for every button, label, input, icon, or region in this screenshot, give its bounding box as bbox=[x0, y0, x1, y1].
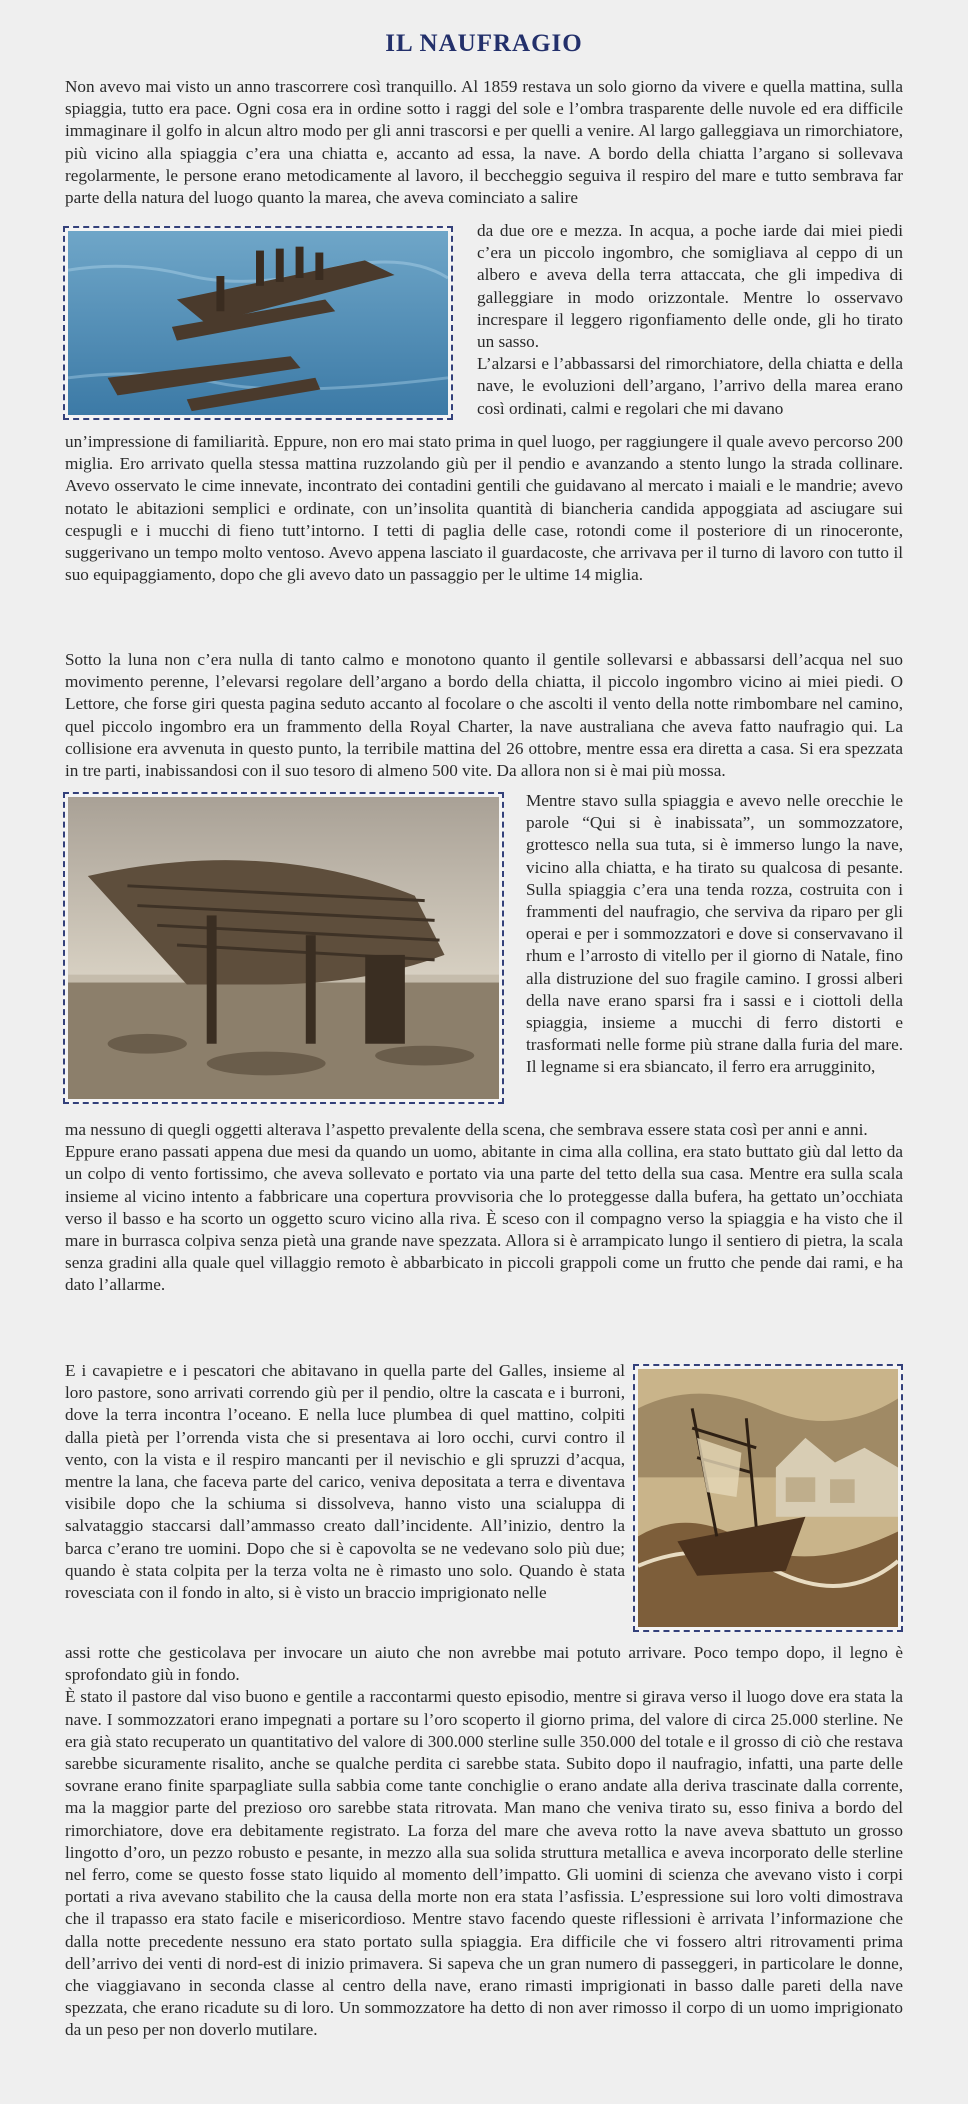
paragraph-moonlight: Sotto la luna non c’era nulla di tanto calmo e monotono quanto il gentile sollevarsi e abbassarsi dell’acqua nel suo movimento perenne, l’elevarsi regolare dell’argano a bordo della chiatta, il piccolo ingombro vicino ai miei piedi. O Lettore, che forse giri questa pagina seduto accanto al focolare o che ascolti il vento della notte rimbombare nel camino, quel piccolo ingombro era un frammento della Royal Charter, la nave australiana che aveva fatto naufragio qui. La collisione era avvenuta in questo punto, la terribile mattina del 26 ottobre, mentre essa era diretta a casa. Si era spezzata in tre parti, inabissandosi con il suo tesoro di almeno 500 vite. Da allora non si è mai più mossa. bbox=[65, 650, 903, 781]
paragraph-diver: Mentre stavo sulla spiaggia e avevo nelle orecchie le parole “Qui si è inabissata”, un sommozzatore, grottesco nella sua tuta, si è immerso lungo la nave, vicino alla chiatta, e ha tirato su qualcosa di pesante. Sulla spiaggia c’era una tenda rozza, costruita con i frammenti del naufragio, che serviva da riparo per gli operai e per i sommozzatori e dove si conservavano il rhum e l’arrosto di vitello per il giorno di Natale, fino alla distruzione del suo fragile camino. I grossi alberi della nave erano sparsi fra i sassi e i ciottoli della spiaggia, insieme a mucchi di ferro distorti e trasformati nelle forme più strane dalla furia del mare. Il legname si era sbiancato, il ferro era arrugginito, bbox=[526, 791, 903, 1077]
paragraph-intro: Non avevo mai visto un anno trascorrere così tranquillo. Al 1859 restava un solo giorno da vivere e quella mattina, sulla spiaggia, tutto era pace. Ogni cosa era in ordine sotto i raggi del sole e l’ombra trasparente delle nuvole ed era difficile immaginare il golfo in alcun altro modo per gli anni trascorsi e per quelli a venire. Al largo galleggiava un rimorchiatore, più vicino alla spiaggia c’era una chiatta e, accanto ad essa, la nave. A bordo della chiatta l’argano si sollevava regolarmente, le persone erano metodicamente al lavoro, il beccheggio seguiva il respiro del mare e tutto sembrava far parte della natura del luogo quanto la marea, che aveva cominciato a salire bbox=[65, 77, 903, 208]
storm-ship-painting bbox=[633, 1364, 903, 1632]
paragraph-scene: ma nessuno di quegli oggetti alterava l’aspetto prevalente della scena, che sembrava essere stata così per anni e anni. bbox=[65, 1120, 868, 1139]
paragraph-wrap-right bbox=[477, 220, 903, 420]
paragraph-storm-group bbox=[65, 1119, 903, 1297]
wreck-in-water-image bbox=[68, 231, 448, 415]
paragraph-lifeboat: E i cavapietre e i pescatori che abitavano in quella parte del Galles, insieme al loro pastore, sono arrivati correndo giù per il pendio, oltre la cascata e i burroni, dove la terra incontra l’oceano. E nella luce plumbea di quel mattino, colpiti dalla pietà per l’orrenda vista che si presentava ai loro occhi, curvi contro il vento, con la vista e il respiro mancanti per il nevischio e gli spruzzi d’acqua, mentre la lana, che faceva parte del carico, veniva depositata a terra e diventava visibile dopo che la schiuma si dissolveva, hanno visto una scialuppa di salvataggio staccarsi dall’ammasso creato dall’incidente. All’inizio, dentro la barca c’erano tre uomini. Dopo che si è capovolta se ne vedevano solo più due; quando è stata colpita per la terza volta ne è rimasto uno solo. Quando è stata rovesciata con il fondo in alto, si è visto un braccio imprigionato nelle bbox=[65, 1361, 625, 1603]
paragraph-pastor-group bbox=[65, 1642, 903, 2042]
paragraph-boards: assi rotte che gesticolava per invocare un aiuto che non avrebbe mai potuto arrivare. Poco tempo dopo, il legno è sprofondato giù in fondo. bbox=[65, 1643, 903, 1685]
paragraph-fragment: da due ore e mezza. In acqua, a poche iarde dai miei piedi c’era un piccolo ingombro, che somigliava al ceppo di un albero e aveva della terra attaccata, che gli impediva di galleggiare in modo orizzontale. Mentre lo osservavo increspare il leggero rigonfiamento delle onde, gli ho tirato un sasso. bbox=[477, 221, 903, 352]
paragraph-alarm: Eppure erano passati appena due mesi da quando un uomo, abitante in cima alla collina, era stato buttato giù dal letto da un colpo di vento fortissimo, che aveva sollevato e portato via una parte del tetto della sua casa. Mentre era sulla scala insieme al vicino intento a fabbricare una copertura provvisoria che lo proteggesse dalla bufera, ha gettato un’occhiata verso il basso e ha scorto un oggetto scuro vicino alla riva. È sceso con il compagno verso la spiaggia e ha visto che il mare in burrasca colpiva senza pietà una grande nave spezzata. Allora si è arrampicato lungo il sentiero di pietra, la scala senza gradini alla quale quel villaggio remoto è abbarbicato in piccoli grappoli come un frutto che pende dai rami, e ha dato l’allarme. bbox=[65, 1142, 903, 1295]
paragraph-tides: L’alzarsi e l’abbassarsi del rimorchiatore, della chiatta e della nave, le evoluzioni dell’argano, l’arrivo della marea erano così ordinati, calmi e regolari che mi davano bbox=[477, 354, 903, 418]
wreck-in-water-photo bbox=[63, 226, 453, 420]
page-title: IL NAUFRAGIO bbox=[385, 30, 583, 57]
paragraph-arrival: un’impressione di familiarità. Eppure, non ero mai stato prima in quel luogo, per raggiungere il quale avevo percorso 200 miglia. Ero arrivato quella stessa mattina ruzzolando giù per il pendio e avanzando a stento lungo la strada collinare. Avevo osservato le cime innevate, incontrato dei contadini gentili che guidavano al mercato i maiali e le mandrie; avevo notato le abitazioni semplici e ordinate, con un’insolita quantità di biancheria candida appoggiata ad asciugare sui cespugli e i mucchi di fieno tutt’intorno. I tetti di paglia delle case, rotondi come il posteriore di un rinoceronte, suggerivano un tempo molto ventoso. Avevo appena lasciato il guardacoste, che arrivava per il turno di lavoro con tutto il suo equipaggiamento, dopo che gli avevo dato un passaggio per le ultime 14 miglia. bbox=[65, 432, 903, 585]
beached-hull-image bbox=[68, 797, 499, 1099]
beached-hull-photo bbox=[63, 792, 504, 1104]
storm-ship-image bbox=[638, 1369, 898, 1627]
paragraph-gold: È stato il pastore dal viso buono e gentile a raccontarmi questo episodio, mentre si girava verso il luogo dove era stata la nave. I sommozzatori erano impegnati a portare su l’oro scoperto il giorno prima, del valore di circa 25.000 sterline. Ne era già stato recuperato un quantitativo del valore di 300.000 sterline sulle 350.000 del totale e il grosso di ciò che restava sarebbe sicuramente risalito, anche se qualche perdita ci sarebbe stata. Subito dopo il naufragio, infatti, una parte delle sovrane erano finite sparpagliate sulla sabbia come tante conchiglie o erano andate alla deriva trascinate dalla corrente, ma la maggior parte del prezioso oro sarebbe stata ritrovata. Man mano che veniva tirato su, esso finiva a bordo del rimorchiatore, dove era debitamente registrato. La forza del mare che aveva rotto la nave aveva sbattuto un grosso lingotto d’oro, un pezzo robusto e pesante, in mezzo alla sua solida struttura metallica e aveva incorporato delle sterline nel ferro, come se questo fosse stato liquido al momento dell’impatto. Gli uomini di scienza che avevano visto i corpi portati a riva avevano stabilito che la causa della morte non era stata l’asfissia. L’espressione sui loro volti dimostrava che il trapasso era stato facile e misericordioso. Mentre stavo facendo queste riflessioni è arrivata l’informazione che dalla notte precedente nessuno era stato portato sulla spiaggia. Era difficile che vi fossero altri ritrovamenti prima dell’arrivo dei venti di nord-est di inizio primavera. Si sapeva che un gran numero di passeggeri, in particolare le donne, che viaggiavano in seconda classe al centro della nave, erano rimasti imprigionati in basso dalle pareti della nave spezzata, che erano ricadute su di loro. Un sommozzatore ha detto di non aver rimosso il corpo di un uomo imprigionato da un peso per non doverlo mutilare. bbox=[65, 1687, 903, 2040]
